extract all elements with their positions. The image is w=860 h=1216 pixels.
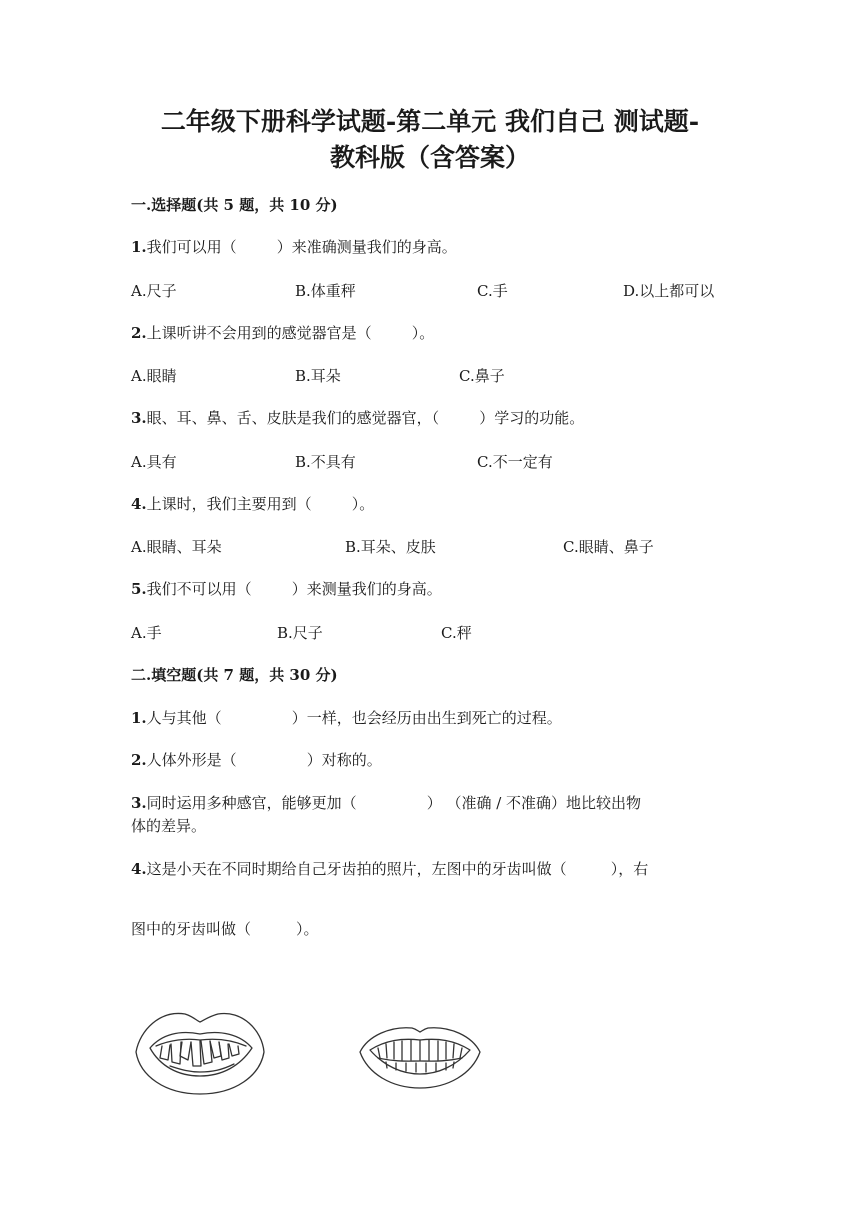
option: C.不一定有 xyxy=(477,453,553,471)
option: B.耳朵、皮肤 xyxy=(345,538,436,556)
question: 3.同时运用多种感官，能够更加（ ） （准确 / 不准确）地比较出物 xyxy=(131,794,642,812)
question: 1.人与其他（ ）一样，也会经历由出生到死亡的过程。 xyxy=(131,709,562,727)
option: B.不具有 xyxy=(295,453,356,471)
question: 2.人体外形是（ ）对称的。 xyxy=(131,751,382,769)
question-continuation: 体的差异。 xyxy=(131,817,207,835)
option: A.手 xyxy=(131,624,162,642)
section-heading-fill: 二.填空题(共 7 题，共 30 分) xyxy=(131,666,338,684)
option: D.以上都可以 xyxy=(623,282,715,300)
option: C.鼻子 xyxy=(459,367,505,385)
option: A.眼睛、耳朵 xyxy=(131,538,222,556)
option: A.眼睛 xyxy=(131,367,177,385)
question: 5.我们不可以用（ ）来测量我们的身高。 xyxy=(131,580,442,598)
option: C.眼睛、鼻子 xyxy=(563,538,654,556)
option: A.具有 xyxy=(131,453,177,471)
title-line-2: 教科版（含答案） xyxy=(329,143,530,172)
question: 2.上课听讲不会用到的感觉器官是（ ）。 xyxy=(131,324,435,342)
question: 1.我们可以用（ ）来准确测量我们的身高。 xyxy=(131,238,457,256)
left-teeth-illustration xyxy=(130,1000,270,1100)
question: 4.上课时，我们主要用到（ ）。 xyxy=(131,495,375,513)
option: A.尺子 xyxy=(131,282,177,300)
question: 4.这是小天在不同时期给自己牙齿拍的照片，左图中的牙齿叫做（ ），右 xyxy=(131,860,649,878)
option: C.秤 xyxy=(441,624,472,642)
title-line-1: 二年级下册科学试题-第二单元 我们自己 测试题- xyxy=(160,107,700,136)
option: C.手 xyxy=(477,282,508,300)
section-heading-choice: 一.选择题(共 5 题，共 10 分) xyxy=(131,196,338,214)
right-teeth-illustration xyxy=(356,1016,484,1096)
option: B.体重秤 xyxy=(295,282,356,300)
option: B.尺子 xyxy=(277,624,323,642)
page-title xyxy=(80,104,780,176)
option: B.耳朵 xyxy=(295,367,341,385)
question: 3.眼、耳、鼻、舌、皮肤是我们的感觉器官，（ ）学习的功能。 xyxy=(131,409,585,427)
question-continuation: 图中的牙齿叫做（ ）。 xyxy=(131,920,319,938)
